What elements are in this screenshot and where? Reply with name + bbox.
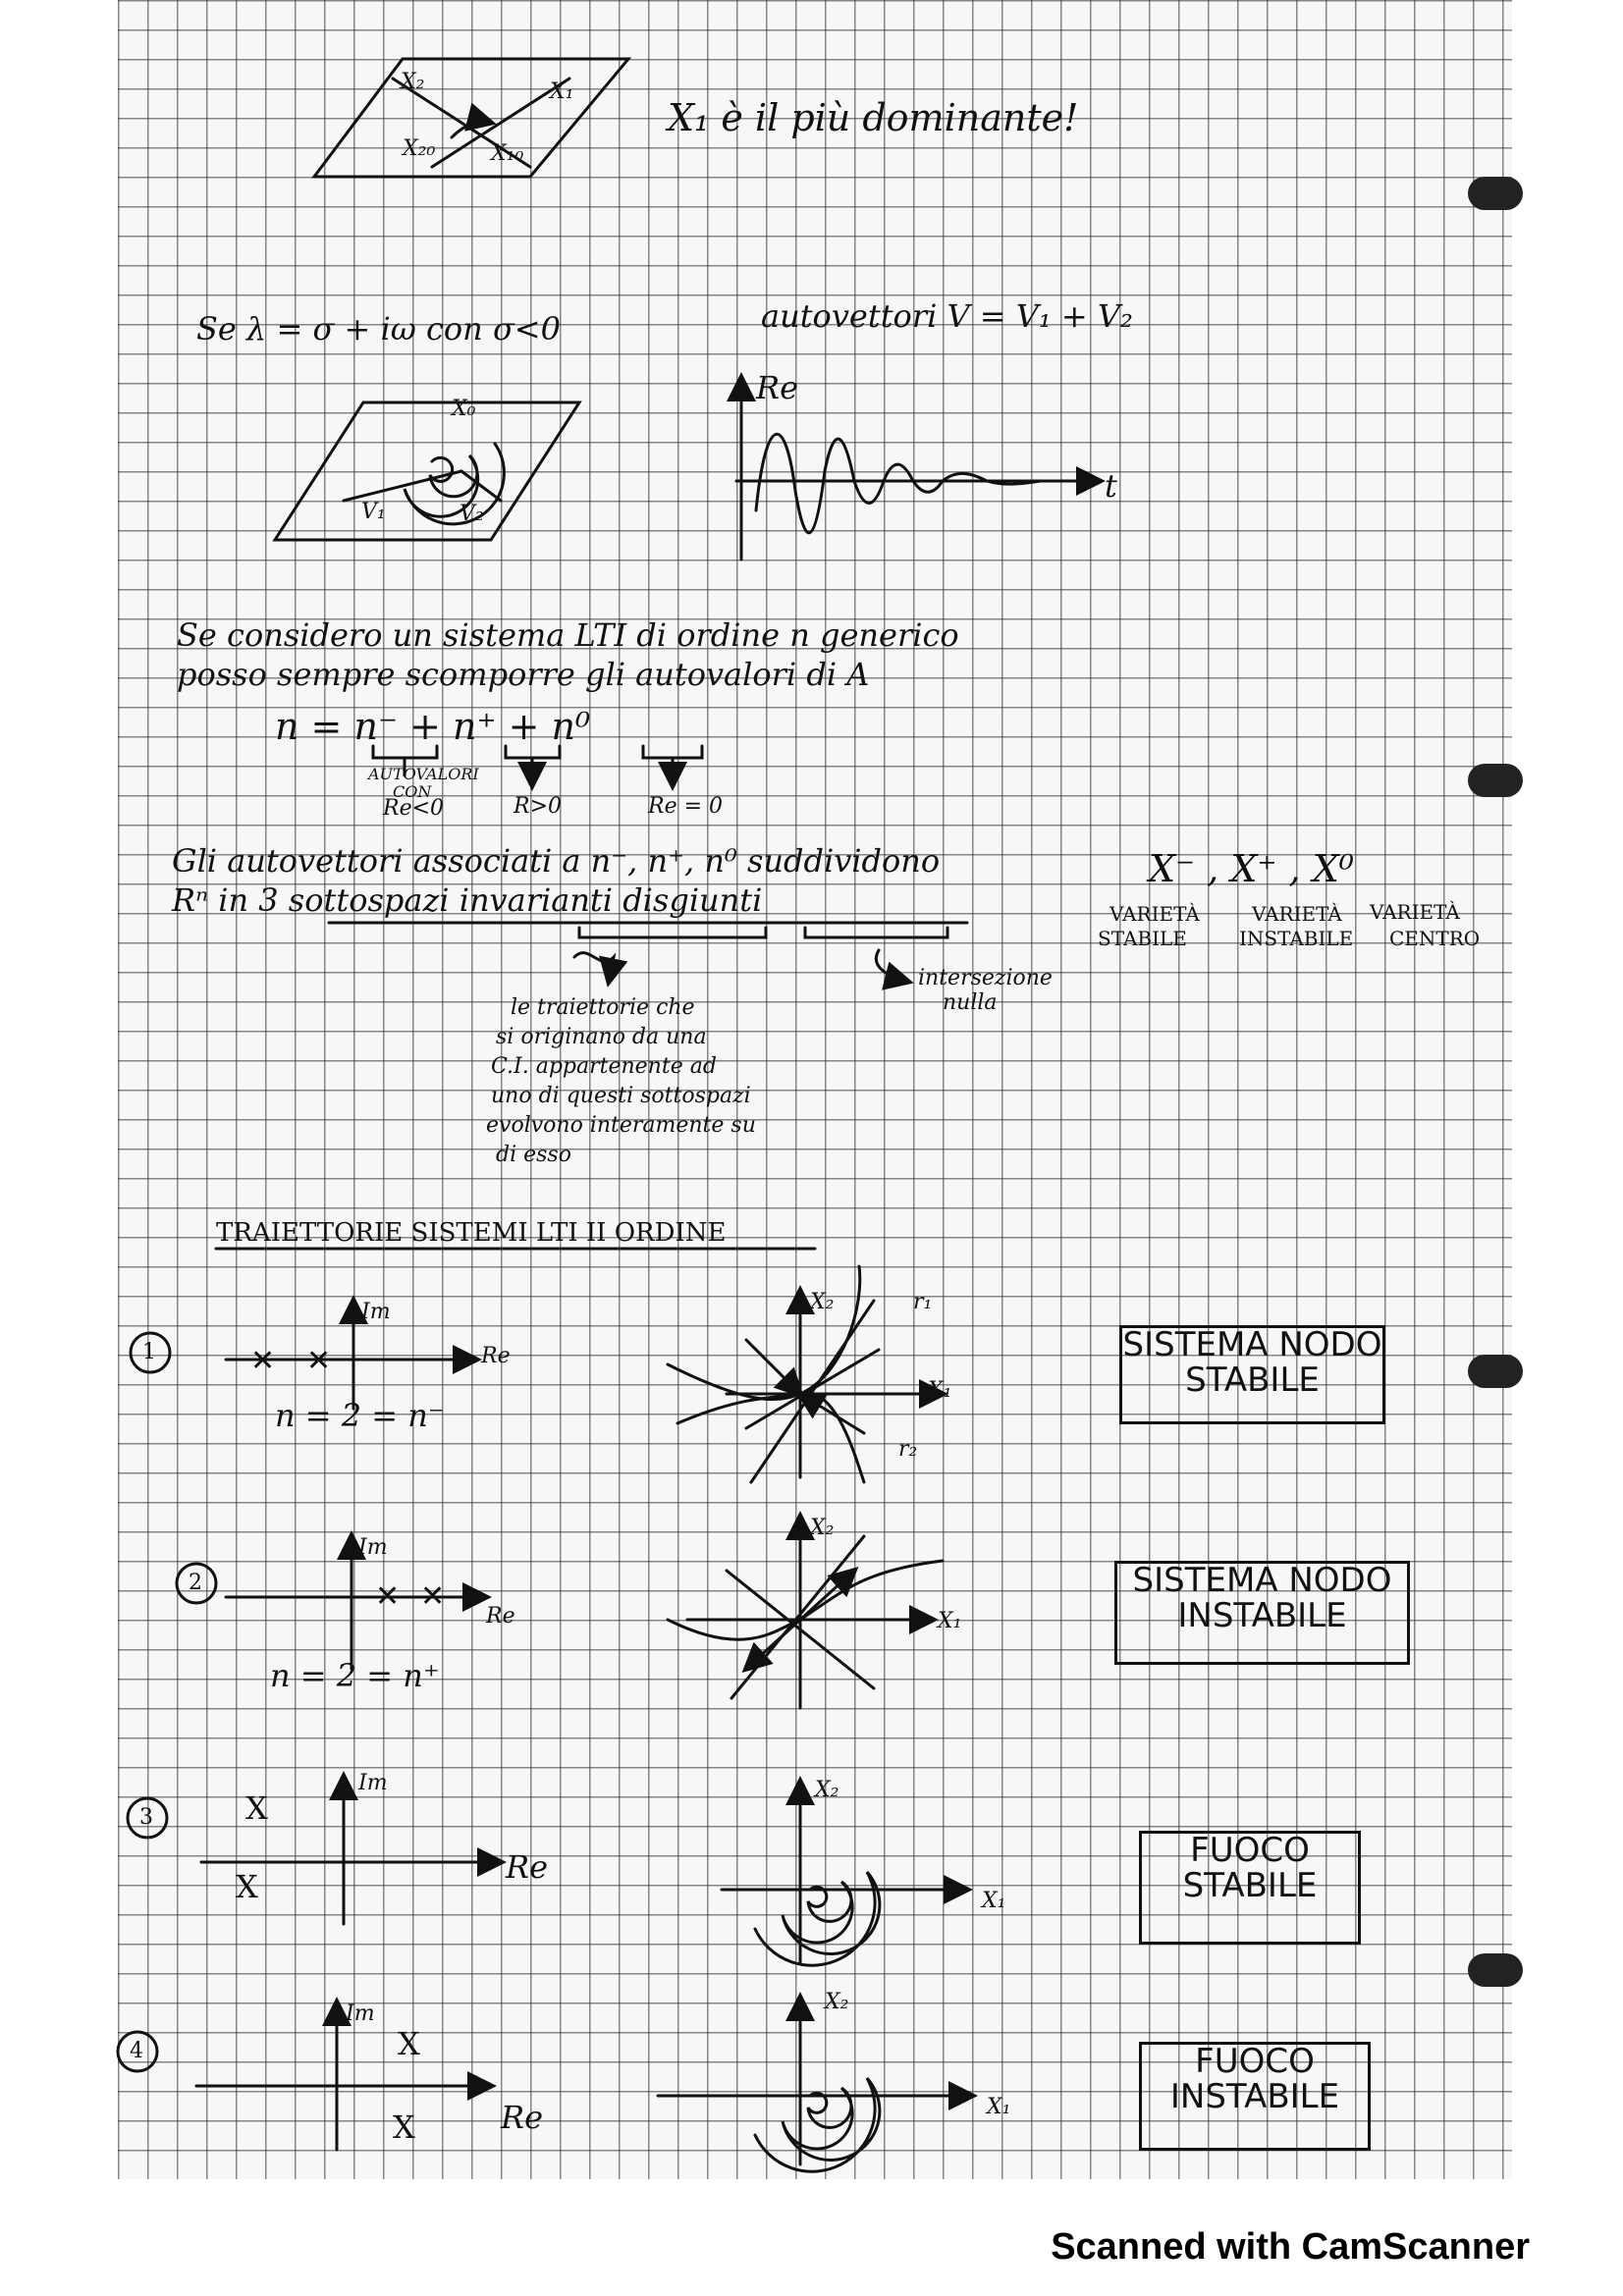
- case1-r2: r₂: [898, 1437, 918, 1462]
- section-title: TRAIETTORIE SISTEMI LTI II ORDINE: [216, 1218, 727, 1248]
- x1-label: X₁: [550, 80, 574, 104]
- case2-number: 2: [189, 1571, 202, 1595]
- decomp-label-con: CON: [393, 782, 432, 801]
- case1-r1: r₁: [913, 1290, 933, 1314]
- variety-center-1: VARIETÀ: [1370, 900, 1460, 924]
- case3-box-line2: STABILE: [1182, 1865, 1318, 1905]
- case2-x1: X₁: [938, 1609, 962, 1633]
- case3-im: Im: [358, 1771, 388, 1795]
- case2-equation: n = 2 = n⁺: [270, 1657, 440, 1694]
- lti-intro-line1: Se considero un sistema LTI di ordine n generico: [177, 616, 959, 654]
- case1-equation: n = 2 = n⁻: [275, 1397, 445, 1434]
- case4-number: 4: [130, 2039, 143, 2063]
- trajectory-note-4: uno di questi sottospazi: [491, 1084, 751, 1108]
- case4-pole-top: X: [398, 2025, 420, 2062]
- subspaces-underline: [329, 923, 967, 982]
- case4-x2: X₂: [825, 1990, 849, 2014]
- decomposition-equation: n = n⁻ + n⁺ + n⁰: [275, 705, 591, 748]
- case4-box: [1139, 2042, 1371, 2151]
- case3-box-line1: FUOCO: [1190, 1831, 1310, 1870]
- x20-label: X₂₀: [403, 136, 436, 161]
- case2-box: [1114, 1561, 1410, 1665]
- null-intersection-2: nulla: [943, 990, 998, 1015]
- x10-label: X₁₀: [491, 141, 524, 166]
- case3-x2: X₂: [815, 1778, 839, 1802]
- case3-box: [1139, 1831, 1361, 1945]
- case1-re: Re: [481, 1344, 511, 1368]
- decomp-label-re-neg: Re<0: [383, 796, 445, 821]
- scanner-watermark: Scanned with CamScanner: [1051, 2226, 1530, 2268]
- case2-re: Re: [486, 1604, 515, 1629]
- case2-box-line1: SISTEMA NODO: [1132, 1561, 1392, 1600]
- case3-number: 3: [139, 1805, 153, 1830]
- case4-pole-bottom: X: [393, 2109, 415, 2146]
- case2-pole-2: ✕: [420, 1579, 446, 1614]
- decomp-label-re-pos: R>0: [514, 794, 562, 819]
- v1-label: V₁: [361, 500, 386, 524]
- dominant-note: X₁ è il più dominante!: [668, 96, 1079, 139]
- t-axis-label: t: [1105, 467, 1117, 505]
- case1-number: 1: [142, 1340, 156, 1364]
- case1-x2: X₂: [810, 1290, 835, 1314]
- case2-pole-1: ✕: [375, 1579, 401, 1614]
- variety-symbols: X⁻ , X⁺ , X⁰: [1149, 847, 1354, 890]
- eigen-subspaces-line1: Gli autovettori associati a n⁻, n⁺, n⁰ suddividono: [172, 842, 941, 880]
- case4-re: Re: [501, 2099, 544, 2136]
- case4-box-line1: FUOCO: [1195, 2042, 1315, 2081]
- case3-re: Re: [506, 1848, 549, 1886]
- v2-label: V₂: [460, 502, 484, 526]
- case1-x1: X₁: [928, 1378, 952, 1403]
- trajectory-note-6: di esso: [496, 1143, 571, 1167]
- complex-result: autovettori V = V₁ + V₂: [761, 297, 1133, 335]
- decomp-label-re-zero: Re = 0: [648, 794, 724, 819]
- case4-sketch: [118, 1998, 972, 2171]
- variety-stable-2: STABILE: [1098, 927, 1187, 950]
- variety-stable-1: VARIETÀ: [1109, 902, 1200, 926]
- case1-pole-1: ✕: [250, 1344, 276, 1378]
- case1-box-line2: STABILE: [1185, 1360, 1320, 1400]
- lti-intro-line2: posso sempre scomporre gli autovalori di A: [177, 656, 870, 693]
- case1-im: Im: [361, 1300, 391, 1324]
- eigen-subspaces-line2: Rⁿ in 3 sottospazi invarianti disgiunti: [172, 881, 763, 919]
- re-axis-label: Re: [756, 369, 799, 406]
- case3-x1: X₁: [982, 1889, 1006, 1913]
- case3-pole-bottom: X: [236, 1868, 258, 1905]
- decomp-label-autovalori: AUTOVALORI: [368, 765, 479, 783]
- spiral-plane-sketch: [275, 402, 579, 540]
- case2-im: Im: [358, 1535, 388, 1560]
- trajectory-note-1: le traiettorie che: [511, 995, 695, 1020]
- complex-condition: Se λ = σ + iω con σ<0: [196, 310, 561, 347]
- trajectory-note-3: C.I. appartenente ad: [491, 1054, 717, 1079]
- trajectory-note-5: evolvono interamente su: [486, 1113, 756, 1138]
- trajectory-note-2: si originano da una: [496, 1025, 707, 1049]
- case2-x2: X₂: [810, 1516, 835, 1540]
- variety-unstable-1: VARIETÀ: [1252, 902, 1342, 926]
- null-intersection-1: intersezione: [918, 966, 1053, 990]
- case3-pole-top: X: [245, 1789, 268, 1827]
- case1-box: [1119, 1325, 1385, 1424]
- case4-x1: X₁: [987, 2095, 1011, 2119]
- case4-im: Im: [346, 2002, 375, 2026]
- variety-center-2: CENTRO: [1389, 927, 1481, 950]
- case2-box-line2: INSTABILE: [1177, 1595, 1347, 1635]
- variety-unstable-2: INSTABILE: [1239, 927, 1354, 950]
- case1-pole-2: ✕: [306, 1344, 332, 1378]
- x2-label: X₂: [401, 70, 425, 94]
- case4-box-line2: INSTABILE: [1169, 2076, 1340, 2116]
- x0-label: X₀: [452, 397, 476, 421]
- case1-box-line1: SISTEMA NODO: [1122, 1325, 1382, 1364]
- plane-sketch-top: [314, 59, 628, 177]
